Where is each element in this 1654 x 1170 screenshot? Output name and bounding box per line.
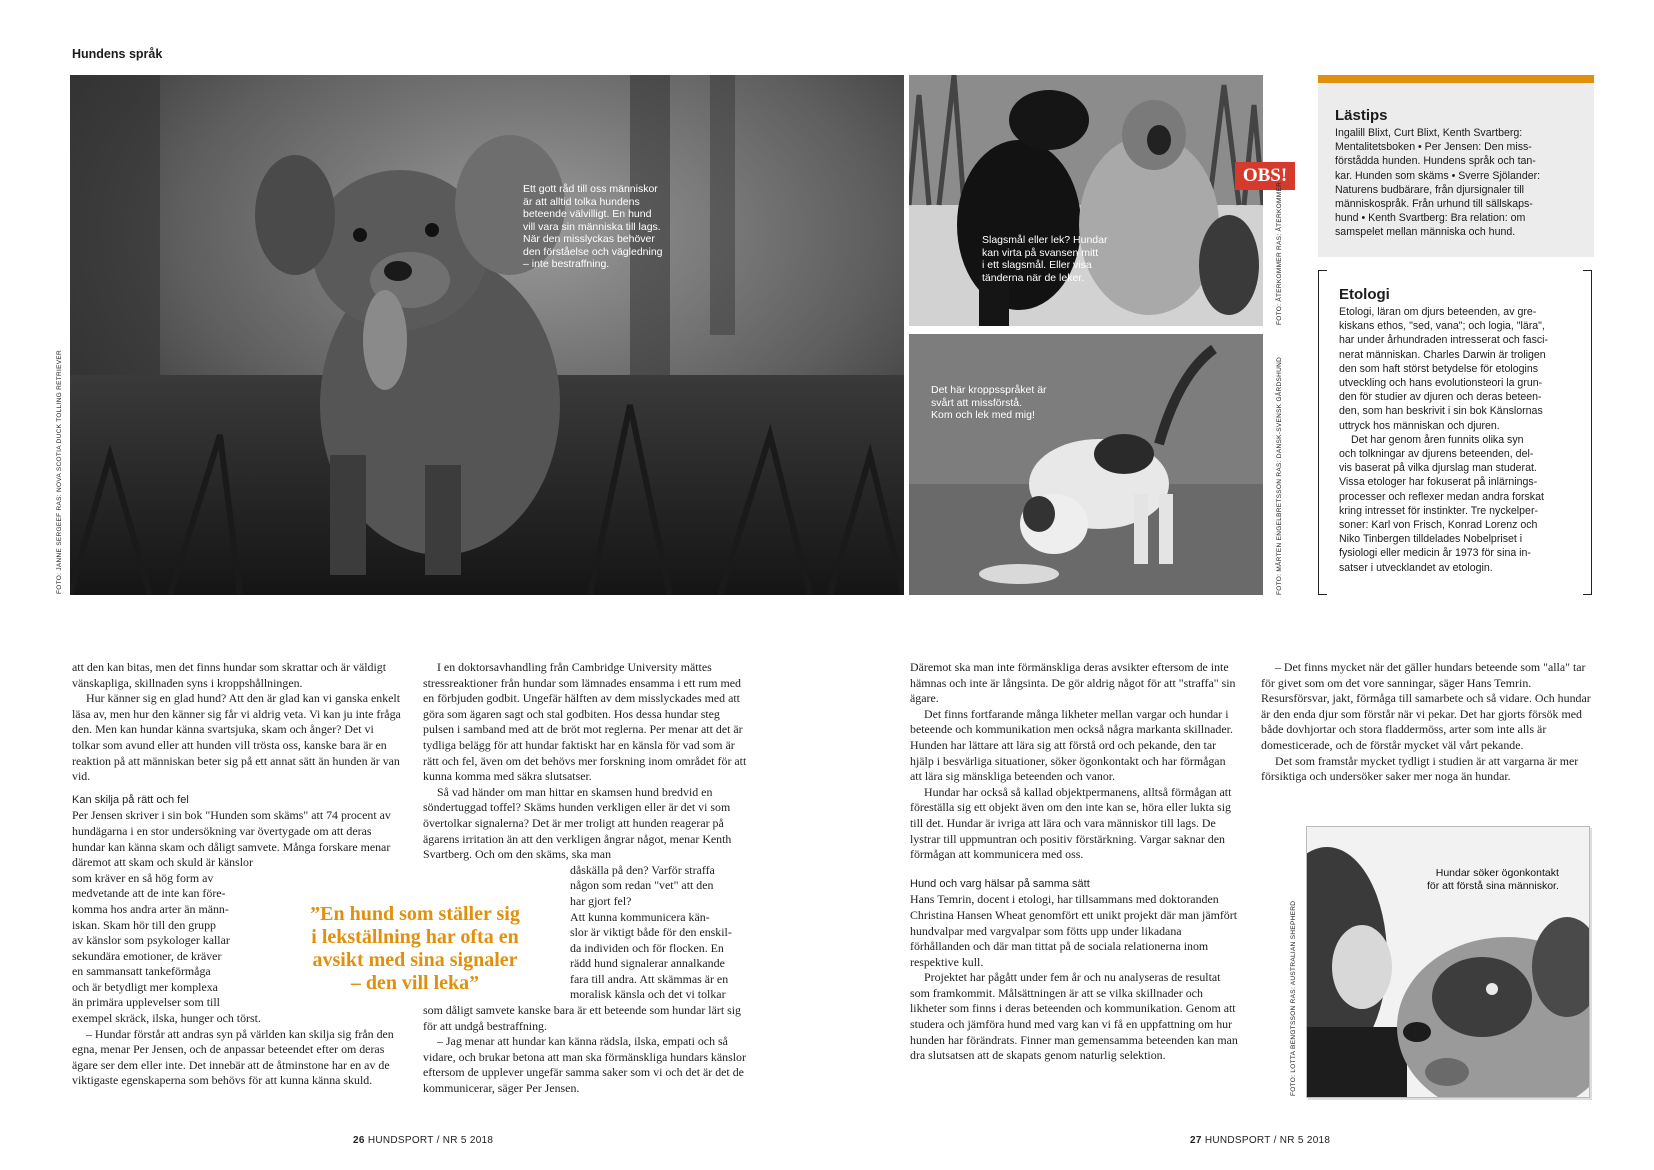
article-column-1 xyxy=(72,660,402,1089)
col3-para: Hundar har också så kallad objektpermanens, alltså förmågan att föreställa sig ett objekt även om den inte kan se, höra eller lukta sig till det. Hundar är ivriga att lära och vara människor till lags. De lystrar till uppmuntran och positiv förstärkning. Vargar saknar den förmågan att kommunicera med oss. xyxy=(910,784,1232,862)
col4-para: Det som framstår mycket tydligt i studien är att vargarna är mer försiktiga och undersöker saker mer noga än hundar. xyxy=(1261,753,1579,784)
fight-photo-credit: FOTO: ÅTERKOMMER RAS: ÅTERKOMMER xyxy=(1276,181,1283,325)
col3-para: Projektet har pågått under fem år och nu analyseras de resultat som framkommit. Målsättningen är att se vilka skillnader och likheter som finns i deras beteenden och kommunikation. Genom att studera och jämföra hund med varg kan vi få en uppfattning om hur hunden har förändrats. Finner man gemensamma beteenden kan man dra slutsatsen att de skapats genom naturlig selektion. xyxy=(910,970,1238,1063)
etologi-bracket-right xyxy=(1583,270,1592,595)
fighting-dogs-photo xyxy=(909,75,1263,326)
magazine-name-left: HUNDSPORT xyxy=(367,1135,434,1146)
issue-right: / NR 5 2018 xyxy=(1273,1135,1331,1146)
col2-para: dåskälla på den? Varför straffa någon som redan "vet" att den har gjort fel? xyxy=(570,862,715,908)
pull-quote: ”En hund som ställer sig i lekställning har ofta en avsikt med sina signaler – den vill leka” xyxy=(310,903,520,994)
col4-para: – Det finns mycket när det gäller hundars beteende som "alla" tar för givet som om det vore sanningar, säger Hans Temrin. Resursförsvar, jakt, förmåga till samarbete och så vidare. Och hundar är den enda djur som förstår när vi pekar. Det har gjorts försök med både dovhjortar och stora fladdermöss, arter som inte alls är domesticerade, och de förstår mycket väl vårt pekande. xyxy=(1261,660,1591,752)
playing-dog-photo xyxy=(909,334,1263,595)
lastips-box xyxy=(1318,75,1594,257)
obs-badge: OBS! xyxy=(1235,162,1295,190)
issue-left: / NR 5 2018 xyxy=(436,1135,494,1146)
col2-para: Att kunna kommunicera kän- slor är viktigt både för den enskil- da individen och för flocken. En rädd hund signalerar annalkande fara till andra. Att skämmas är en moralisk känsla och det vi tolkar xyxy=(570,909,732,1002)
col3-para: Hans Temrin, docent i etologi, har tillsammans med doktoranden Christina Hansen Wheat genomfört ett unikt projekt där man jämfört hundvalpar med vargvalpar som fötts upp under likadana förhållanden och där man tittat på de sociala relationerna inom respektive kull. xyxy=(910,892,1238,969)
col2-para: Så vad händer om man hittar en skamsen hund bredvid en söndertuggad toffel? Skäms hunden verkligen eller är det vi som övertolkar signalerna? Det är mer troligt att hunden reagerar på ägarens irritation än att den verkligen ångrar något, menar Kenth Svartberg. Och om den skäms, ska man xyxy=(423,784,732,862)
col2-para: – Jag menar att hundar kan känna rädsla, ilska, empati och så vidare, och brukar betona att man ska förmänskliga hundars känslor eftersom de upplever ungefär samma saker som vi och det är det de kommunicerar, säger Per Jensen. xyxy=(423,1034,746,1096)
article-column-4 xyxy=(1261,660,1591,785)
footer-left xyxy=(353,1135,493,1146)
col3-subhead: Hund och varg hälsar på samma sätt xyxy=(910,877,1090,890)
lastips-title: Lästips xyxy=(1335,107,1388,124)
footer-right xyxy=(1190,1135,1330,1146)
col1-para: – Hundar förstår att andras syn på världen kan skilja sig från den egna, menar Per Jensen, och de anpassar beteendet efter om deras ägare ser dem eller inte. Det innebär att de åtminstone har en av de viktigaste egenskaperna som behövs för att kunna känna skuld. xyxy=(72,1026,394,1088)
fight-photo-caption: Slagsmål eller lek? Hundar kan virta på svansen mitt i ett slagsmål. Eller visa tänderna när de leker. xyxy=(982,234,1108,284)
fighting-dogs-image xyxy=(909,75,1263,326)
col2-para: I en doktorsavhandling från Cambridge University mättes stressreaktioner från hundar som lämnades ensamma i ett rum med en förbjuden godbit. Ungefär hälften av dem misslyckades med att göra som ägaren sagt och stal godbiten. Hos dessa hundar steg pulsen i samband med att de bröt mot reglerna. Per menar att det är tydliga belägg för att hundar faktiskt har en känsla för vad som är rätt och fel, även om det behövs mer forskning inom området för att kunna komma med säkra slutsatser. xyxy=(423,660,747,784)
main-photo-credit: FOTO: JANNE SERGEEF RAS: NOVA SCOTIA DUCK TOLLING RETRIEVER xyxy=(56,349,63,594)
etologi-para-1: Etologi, läran om djurs beteenden, av gre- kiskans ethos, "sed, vana"; och logia, "lära", har under århundraden intresserat och fasci- nerat människan. Charles Darwin är troligen den som haft störst betydelse för etologins utveckling och hans evolutionsteori la grun- den för studier av djuren och deras beteen- den, som han beskrivit i sin bok Känslornas uttryck hos människan och djuren. xyxy=(1339,306,1549,432)
col3-para: Däremot ska man inte förmänskliga deras avsikter eftersom de inte hämnas och inte är långsinta. De gör aldrig något för att "straffa" sin ägare. xyxy=(910,660,1236,706)
etologi-title: Etologi xyxy=(1339,286,1390,303)
main-dog-photo xyxy=(70,75,904,595)
etologi-para-2: Det har genom åren funnits olika syn och tolkningar av djurens beteenden, del- vis baserat på vilka djurslag man studerat. Vissa etologer har fokuserat på inlärnings- processer och reflexer medan andra forskat kring intresset för instinkter. Tre nyckelper- soner: Karl von Frisch, Konrad Lorenz och Niko Tinbergen tilldelades Nobelpriset i fysiologi eller medicin år 1973 för sina in- satser i utvecklandet av etologin. xyxy=(1339,433,1544,574)
article-column-2 xyxy=(423,660,753,1097)
play-photo-credit: FOTO: MÅRTEN ENGELBRETSSON RAS: DANSK-SVENSK GÅRDSHUND xyxy=(1276,356,1283,595)
gardshund-image xyxy=(909,334,1263,595)
article-column-3 xyxy=(910,660,1240,1064)
col1-para: Hur känner sig en glad hund? Att den är glad kan vi ganska enkelt läsa av, men hur den känner sig får vi aldrig veta. Vi kan ju inte fråga den. Men kan hundar känna svartsjuka, skam och ånger? Det vi tolkar som avund eller att hunden vill trösta oss, kanske bara är en reaktion på att människan beter sig på ett annat sätt än hunden är van vid. xyxy=(72,691,401,784)
aussie-photo-caption: Hundar söker ögonkontakt för att förstå sina människor. xyxy=(1427,867,1559,892)
lastips-text: Ingalill Blixt, Curt Blixt, Kenth Svartberg: Mentalitetsboken • Per Jensen: Den miss- förstådda hunden. Hundens språk och tan- kar. Hunden som skäms • Sverre Sjölander: Naturens budbärare, från djursignaler till människospråk. Från urhund till sällskaps- hund • Kenth Svartberg: Bra relation: om samspelet mellan människa och hund. xyxy=(1335,127,1541,239)
tolling-retriever-image xyxy=(70,75,904,595)
etologi-bracket-left xyxy=(1318,270,1327,595)
page-number-left: 26 xyxy=(353,1135,365,1146)
col1-para: att den kan bitas, men det finns hundar som skrattar och är väldigt vänskapliga, skillnaden syns i kroppshållningen. xyxy=(72,660,387,690)
col2-para: som dåligt samvete kanske bara är ett beteende som hundar lärt sig för att undgå bestraffning. xyxy=(423,1003,741,1033)
aussie-photo-credit: FOTO: LOTTA BENGTSSON RAS: AUSTRALIAN SHEPHERD xyxy=(1290,900,1297,1096)
main-photo-caption: Ett gott råd till oss människor är att alltid tolka hundens beteende välvilligt. En hund vill vara sin människa till lags. När den misslyckas behöver den förståelse och vägledning – inte bestraffning. xyxy=(523,183,663,270)
magazine-name-right: HUNDSPORT xyxy=(1204,1135,1271,1146)
page-number-right: 27 xyxy=(1190,1135,1202,1146)
col1-para: som kräver en så hög form av medvetande att de inte kan före- komma hos andra arter än männ- iskan. Skam hör till den grupp av känslor som psykologer kallar sekundära emotioner, de kräver en sammansatt tankeförmåga och är betydligt mer komplexa än primära upplevelser som till exempel skräck, ilska, hunger och törst. xyxy=(72,870,261,1026)
col1-para: Per Jensen skriver i sin bok "Hunden som skäms" att 74 procent av hundägarna i en stor undersökning var övertygade om att deras hundar kan känna skam och dåligt samvete. Många forskare menar däremot att skam och skuld är känslor xyxy=(72,808,391,870)
col3-para: Det finns fortfarande många likheter mellan vargar och hundar i beteende och kommunikation men också några markanta skillnader. Hunden har lättare att lära sig att förstå ord och pekande, den tar hjälp i besvärliga situationer, söker ögonkontakt och har förmågan att lära sig mänskliga beteenden och vanor. xyxy=(910,706,1233,784)
section-title: Hundens språk xyxy=(72,47,163,61)
etologi-box xyxy=(1318,270,1592,593)
play-photo-caption: Det här kroppsspråket är svårt att missförstå. Kom och lek med mig! xyxy=(931,384,1047,421)
aussie-photo xyxy=(1306,826,1590,1098)
col1-subhead: Kan skilja på rätt och fel xyxy=(72,793,189,806)
